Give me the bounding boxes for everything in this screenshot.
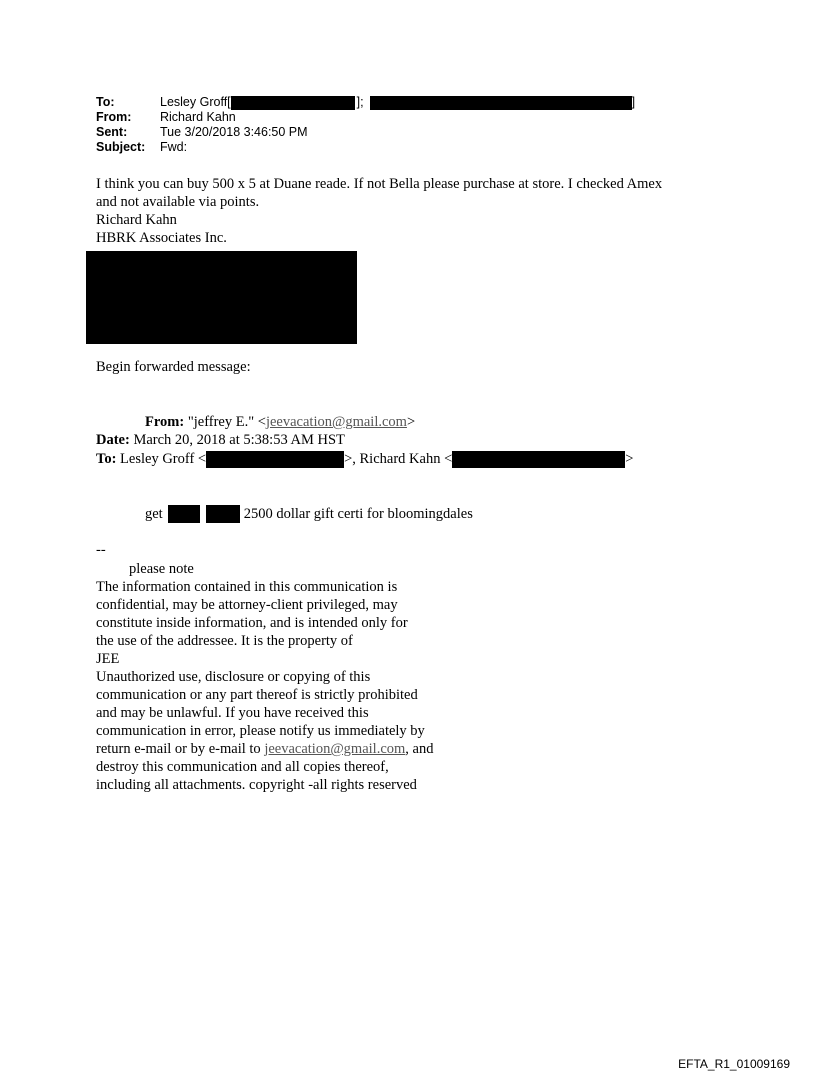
forwarded-to-line: [96, 450, 633, 468]
forwarded-from-close: >: [406, 414, 416, 430]
disclaimer-line: JEE: [96, 651, 120, 667]
body-line: I think you can buy 500 x 5 at Duane reade. If not Bella please purchase at store. I checked Amex: [96, 176, 663, 192]
disclaimer-line: Unauthorized use, disclosure or copying of this: [96, 669, 371, 685]
disclaimer-line: The information contained in this communication is: [96, 579, 398, 595]
header-from-row: [96, 110, 635, 125]
disclaimer-return-pre: return e-mail or by e-mail to: [96, 741, 265, 757]
forwarded-date-line: [96, 431, 345, 449]
forwarded-message-rest: 2500 dollar gift certi for bloomingdales: [243, 506, 473, 522]
sent-label: Sent:: [96, 125, 128, 139]
disclaimer-dashes: --: [96, 542, 106, 558]
forwarded-to-mid: >, Richard Kahn <: [344, 451, 453, 467]
disclaimer-line: destroy this communication and all copies thereof,: [96, 759, 389, 775]
redaction-bar: [452, 451, 625, 468]
to-end: ]: [631, 95, 636, 109]
header-to-row: [96, 95, 635, 110]
sent-value: Tue 3/20/2018 3:46:50 PM: [160, 125, 308, 139]
signature-redaction-block: [86, 251, 357, 344]
to-separator: ];: [356, 95, 364, 109]
disclaimer-line: confidential, may be attorney-client privileged, may: [96, 597, 398, 613]
redaction-bar: [370, 96, 632, 110]
forwarded-from-name: "jeffrey E." <: [187, 414, 266, 430]
disclaimer-return-post: , and: [405, 741, 434, 757]
forwarded-date-label: Date:: [96, 432, 130, 448]
forwarded-to-label: To:: [96, 451, 117, 467]
disclaimer-line: including all attachments. copyright -all rights reserved: [96, 777, 417, 793]
begin-forwarded-label: Begin forwarded message:: [96, 359, 251, 375]
body-line: and not available via points.: [96, 194, 260, 210]
subject-label: Subject:: [96, 140, 146, 154]
disclaimer-email-link[interactable]: jeevacation@gmail.com: [264, 741, 406, 757]
redaction-bar: [168, 505, 200, 523]
forwarded-from-email-link[interactable]: jeevacation@gmail.com: [265, 414, 407, 430]
disclaimer-line: [96, 740, 433, 758]
redaction-bar: [206, 505, 240, 523]
disclaimer-line: communication in error, please notify us immediately by: [96, 723, 425, 739]
from-value: Richard Kahn: [160, 110, 236, 124]
subject-value: Fwd:: [160, 140, 188, 154]
signature-company: HBRK Associates Inc.: [96, 230, 227, 246]
disclaimer-text: [96, 578, 433, 794]
forwarded-from-line: [145, 413, 415, 431]
to-value: Lesley Groff[: [160, 95, 231, 109]
forwarded-message: [145, 505, 473, 523]
disclaimer-line: constitute inside information, and is intended only for: [96, 615, 408, 631]
forwarded-to-close: >: [625, 451, 634, 467]
to-label: To:: [96, 95, 115, 109]
redaction-bar: [206, 451, 344, 468]
signature-name: Richard Kahn: [96, 212, 177, 228]
disclaimer-line: the use of the addressee. It is the property of: [96, 633, 353, 649]
redaction-bar: [231, 96, 355, 110]
disclaimer-line: and may be unlawful. If you have received this: [96, 705, 369, 721]
forwarded-from-label: From:: [145, 414, 185, 430]
email-header: [96, 95, 635, 155]
disclaimer-line: communication or any part thereof is strictly prohibited: [96, 687, 418, 703]
document-id: EFTA_R1_01009169: [678, 1057, 790, 1071]
forwarded-date-value: March 20, 2018 at 5:38:53 AM HST: [133, 432, 345, 448]
forwarded-message-get: get: [145, 506, 163, 522]
forwarded-to-name1: Lesley Groff <: [120, 451, 207, 467]
header-subject-row: [96, 140, 635, 155]
disclaimer-please-note: please note: [129, 561, 194, 577]
header-sent-row: [96, 125, 635, 140]
from-label: From:: [96, 110, 132, 124]
email-body: [96, 175, 662, 247]
